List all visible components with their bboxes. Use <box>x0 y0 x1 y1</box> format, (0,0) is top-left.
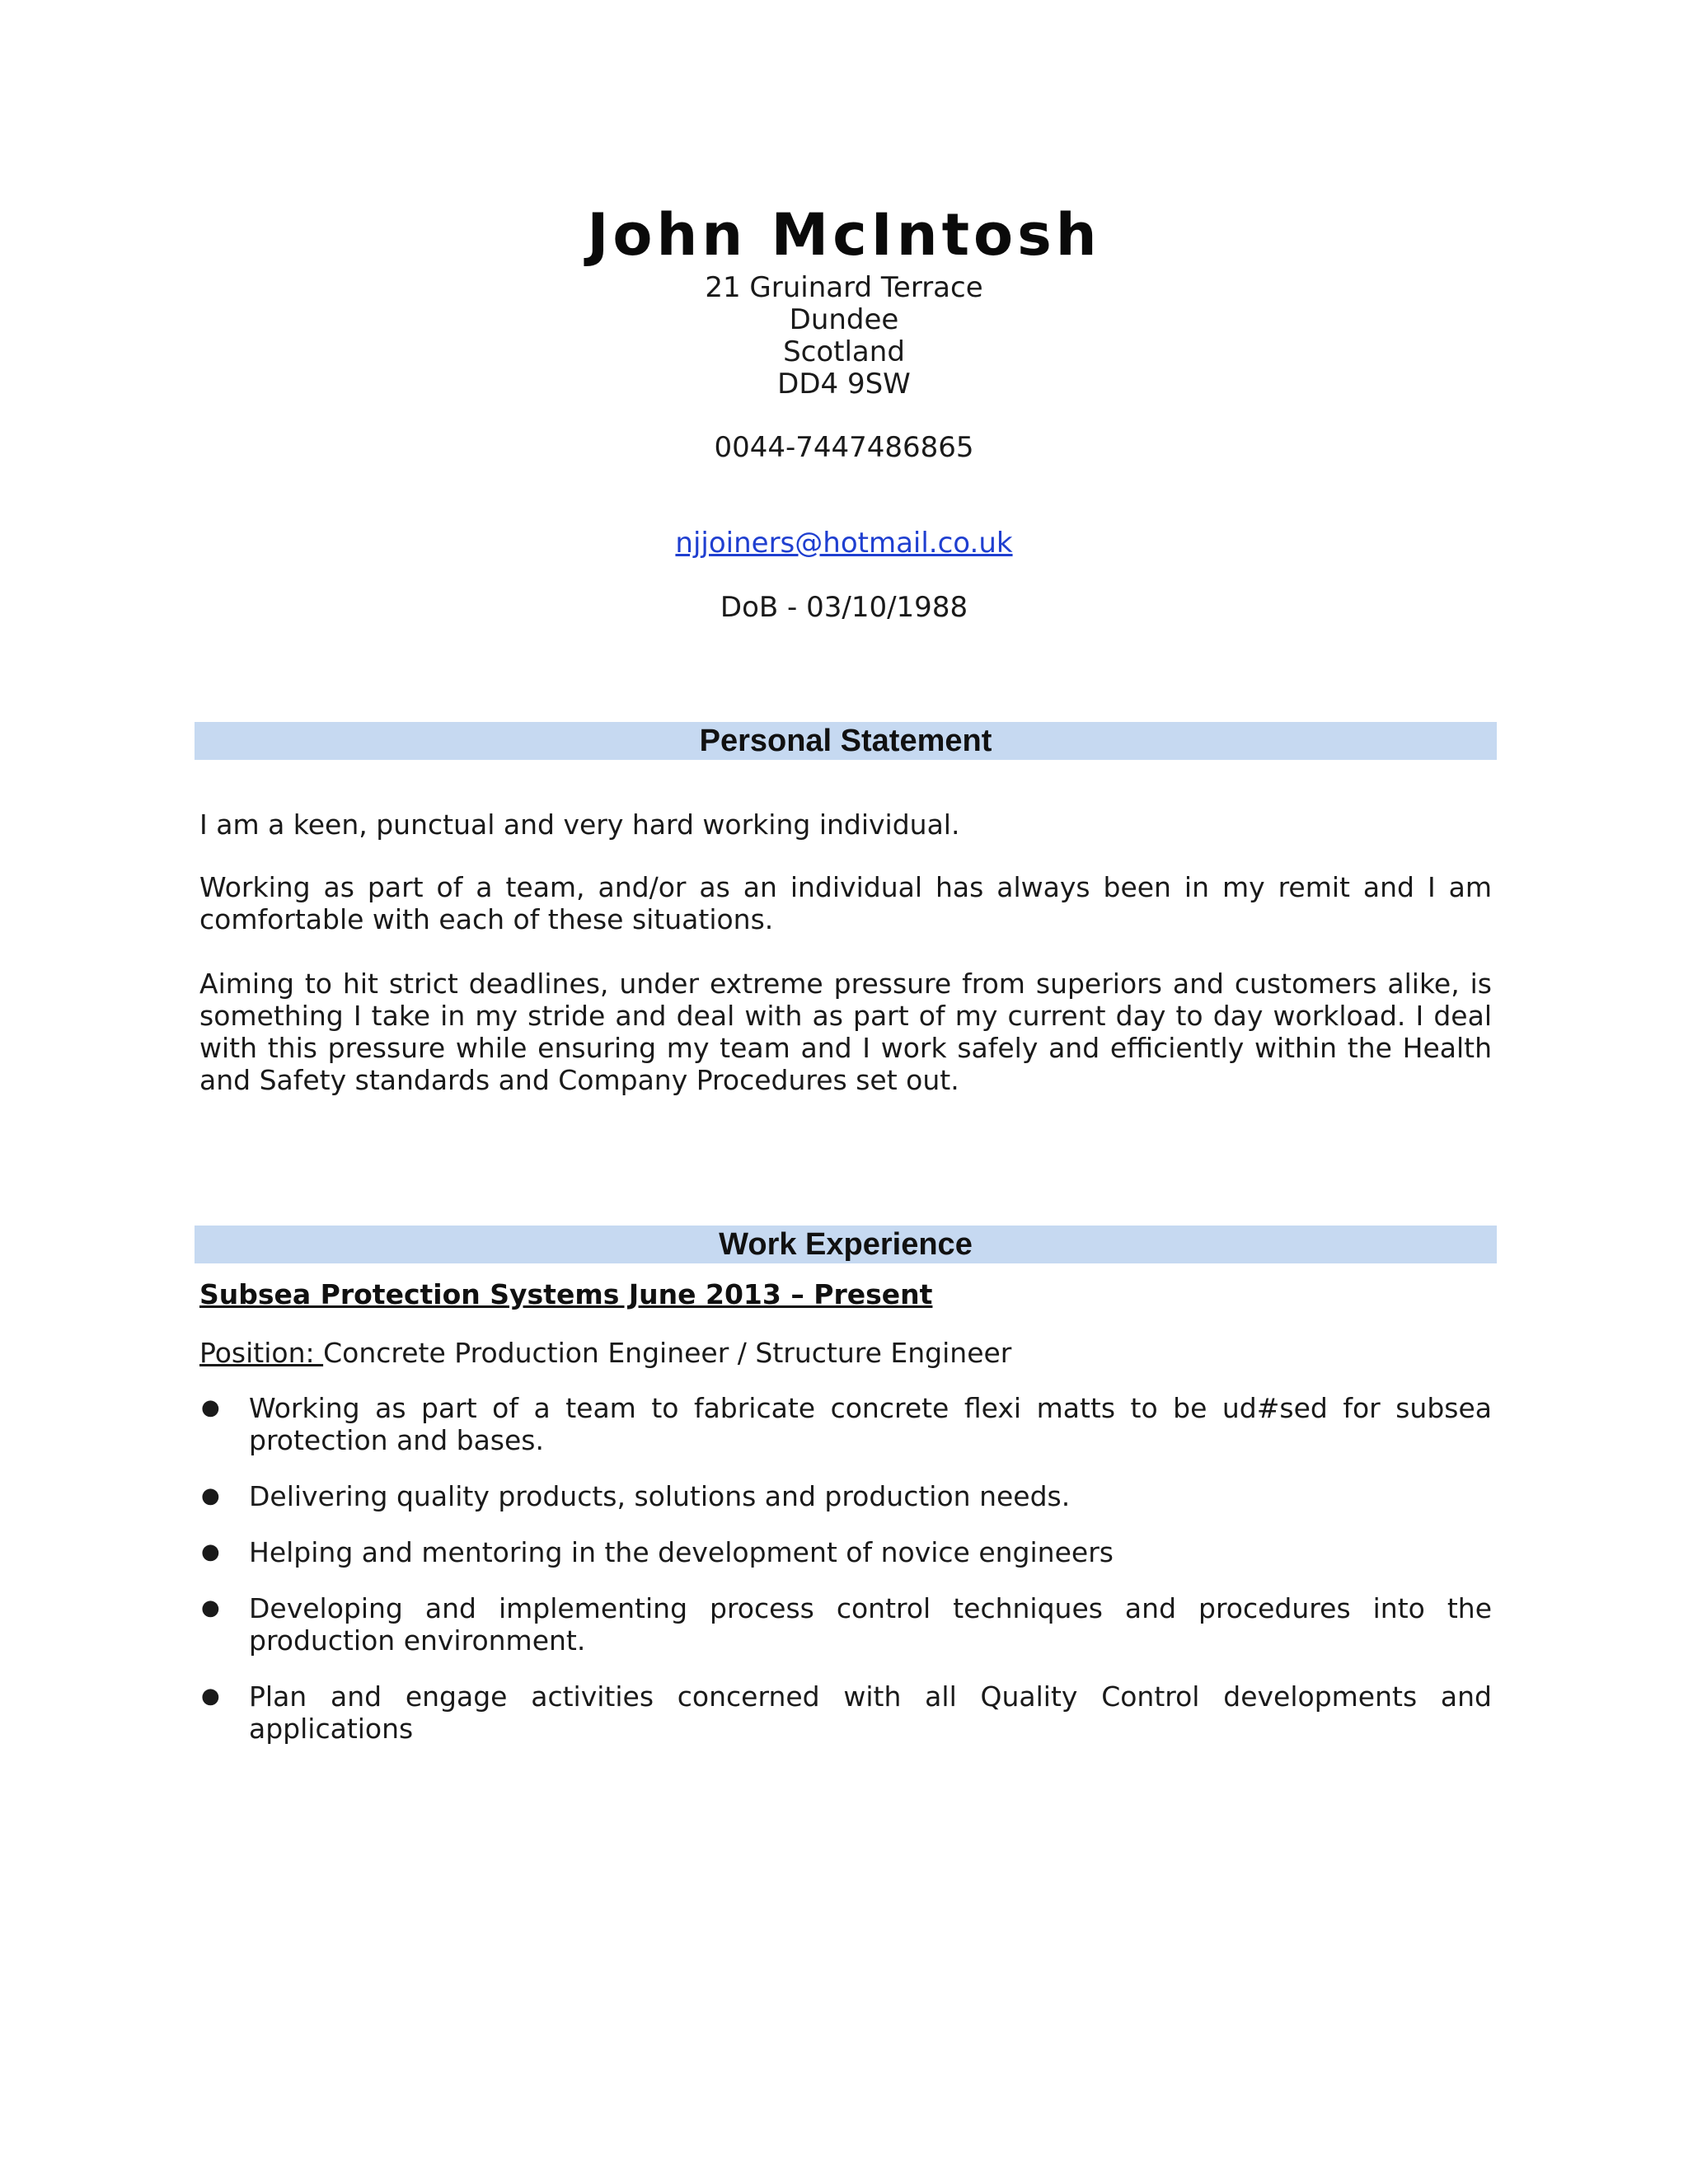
duty-item <box>199 1392 1492 1456</box>
duty-item <box>199 1536 1492 1568</box>
email-link[interactable]: njjoiners@hotmail.co.uk <box>675 527 1013 560</box>
phone-number: 0044-7447486865 <box>714 431 974 464</box>
bullet-icon: ● <box>201 1684 220 1708</box>
duties-list <box>199 1392 1492 1769</box>
address-city: Dundee <box>789 303 899 336</box>
address-block <box>0 272 1688 401</box>
address-street: 21 Gruinard Terrace <box>705 271 983 304</box>
statement-paragraph: Working as part of a team, and/or as an individual has always been in my remit and I am comfortable with each of these situations. <box>199 871 1492 935</box>
section-heading-work-experience: Work Experience <box>195 1226 1497 1263</box>
duty-text: Plan and engage activities concerned with all Quality Control developments and applications <box>249 1680 1492 1745</box>
date-of-birth: DoB - 03/10/1988 <box>720 591 968 624</box>
email-line <box>0 527 1688 560</box>
address-country: Scotland <box>783 335 905 368</box>
duty-text: Delivering quality products, solutions and production needs. <box>249 1480 1071 1512</box>
section-heading-personal-statement: Personal Statement <box>195 722 1497 760</box>
duty-text: Developing and implementing process control techniques and procedures into the production environment. <box>249 1592 1492 1657</box>
duty-item <box>199 1680 1492 1745</box>
duty-text: Helping and mentoring in the development of novice engineers <box>249 1536 1114 1568</box>
duty-text: Working as part of a team to fabricate concrete flexi matts to be ud#sed for subsea protection and bases. <box>249 1392 1492 1456</box>
address-postcode: DD4 9SW <box>777 368 911 401</box>
position-line <box>199 1337 1011 1370</box>
position-label: Position: <box>199 1337 324 1369</box>
bullet-icon: ● <box>201 1395 220 1420</box>
candidate-name: John McIntosh <box>587 201 1101 269</box>
position-value: Concrete Production Engineer / Structure Engineer <box>323 1337 1012 1369</box>
bullet-icon: ● <box>201 1483 220 1508</box>
bullet-icon: ● <box>201 1540 220 1564</box>
statement-paragraph: Aiming to hit strict deadlines, under extreme pressure from superiors and customers alike, is something I take in my stride and deal with as part of my current day to day workload. I deal with this pressure while ensuring my team and I work safely and efficiently within the Health and Safety standards and Company Procedures set out. <box>199 968 1492 1096</box>
bullet-icon: ● <box>201 1596 220 1620</box>
duty-item <box>199 1480 1492 1512</box>
statement-paragraph: I am a keen, punctual and very hard working individual. <box>199 808 960 841</box>
job-title: Subsea Protection Systems June 2013 – Present <box>199 1278 933 1310</box>
duty-item <box>199 1592 1492 1657</box>
